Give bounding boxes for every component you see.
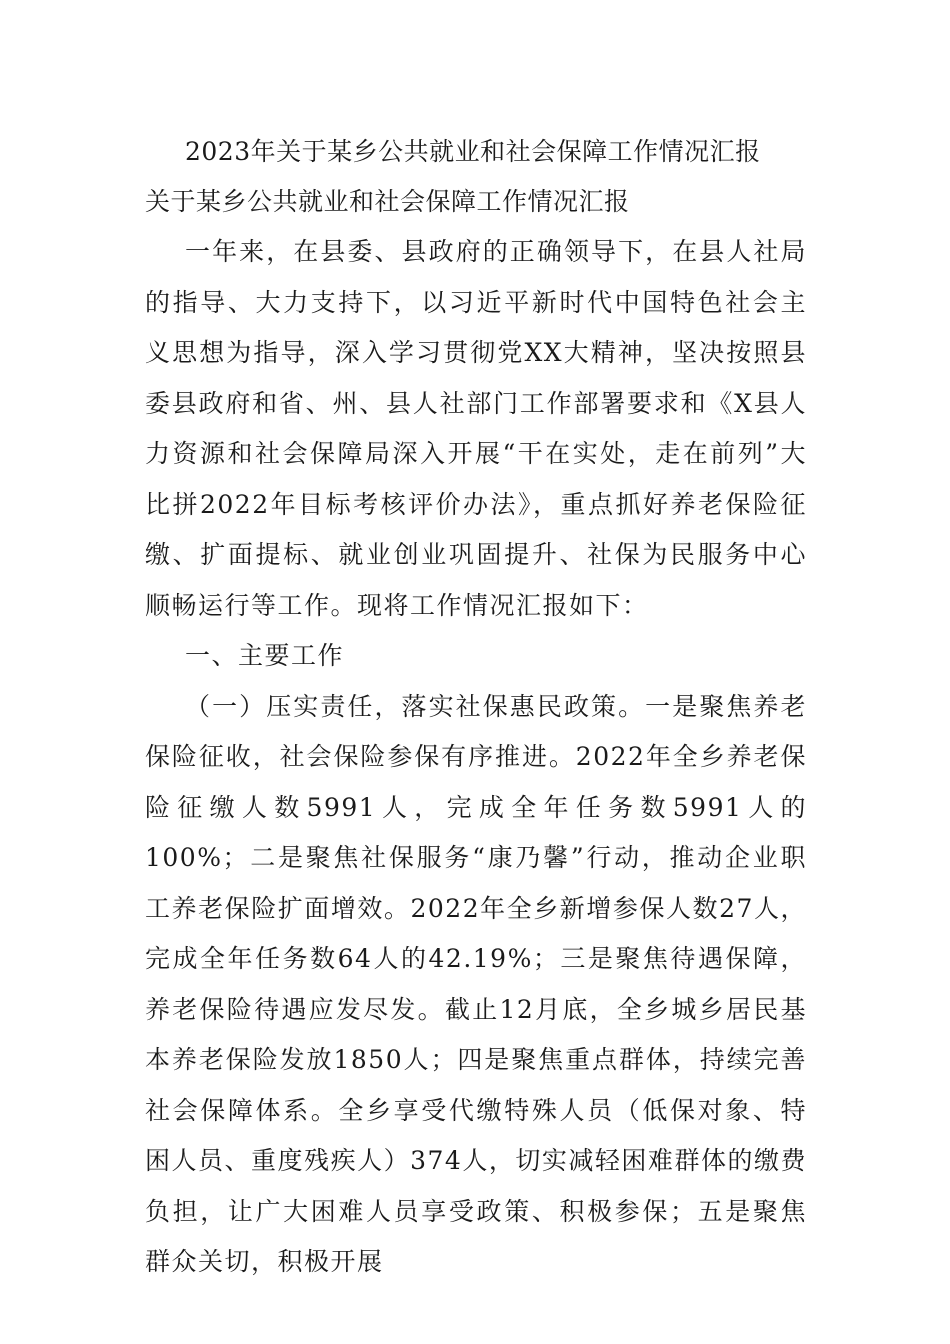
document-title: 2023年关于某乡公共就业和社会保障工作情况汇报 <box>185 137 761 166</box>
document-body <box>145 127 807 1288</box>
intro-paragraph: 一年来，在县委、县政府的正确领导下，在县人社局的指导、大力支持下，以习近平新时代中国特色社会主义思想为指导，深入学习贯彻党XX大精神，坚决按照县委县政府和省、州、县人社部门工作部署要求和《X县人力资源和社会保障局深入开展“干在实处，走在前列”大比拼2022年目标考核评价办法》，重点抓好养老保险征缴、扩面提标、就业创业巩固提升、社保为民服务中心顺畅运行等工作。现将工作情况汇报如下： <box>145 237 807 620</box>
section-heading: 一、主要工作 <box>185 641 345 670</box>
document-subtitle: 关于某乡公共就业和社会保障工作情况汇报 <box>145 187 630 216</box>
section-paragraph: （一）压实责任，落实社保惠民政策。一是聚焦养老保险征收，社会保险参保有序推进。2022年全乡养老保险征缴人数5991人，完成全年任务数5991人的100%；二是聚焦社保服务“康乃馨”行动，推动企业职工养老保险扩面增效。2022年全乡新增参保人数27人，完成全年任务数64人的42.19%；三是聚焦待遇保障，养老保险待遇应发尽发。截止12月底，全乡城乡居民基本养老保险发放1850人；四是聚焦重点群体，持续完善社会保障体系。全乡享受代缴特殊人员（低保对象、特困人员、重度残疾人）374人，切实减轻困难群体的缴费负担，让广大困难人员享受政策、积极参保；五是聚焦群众关切，积极开展 <box>145 691 807 1276</box>
